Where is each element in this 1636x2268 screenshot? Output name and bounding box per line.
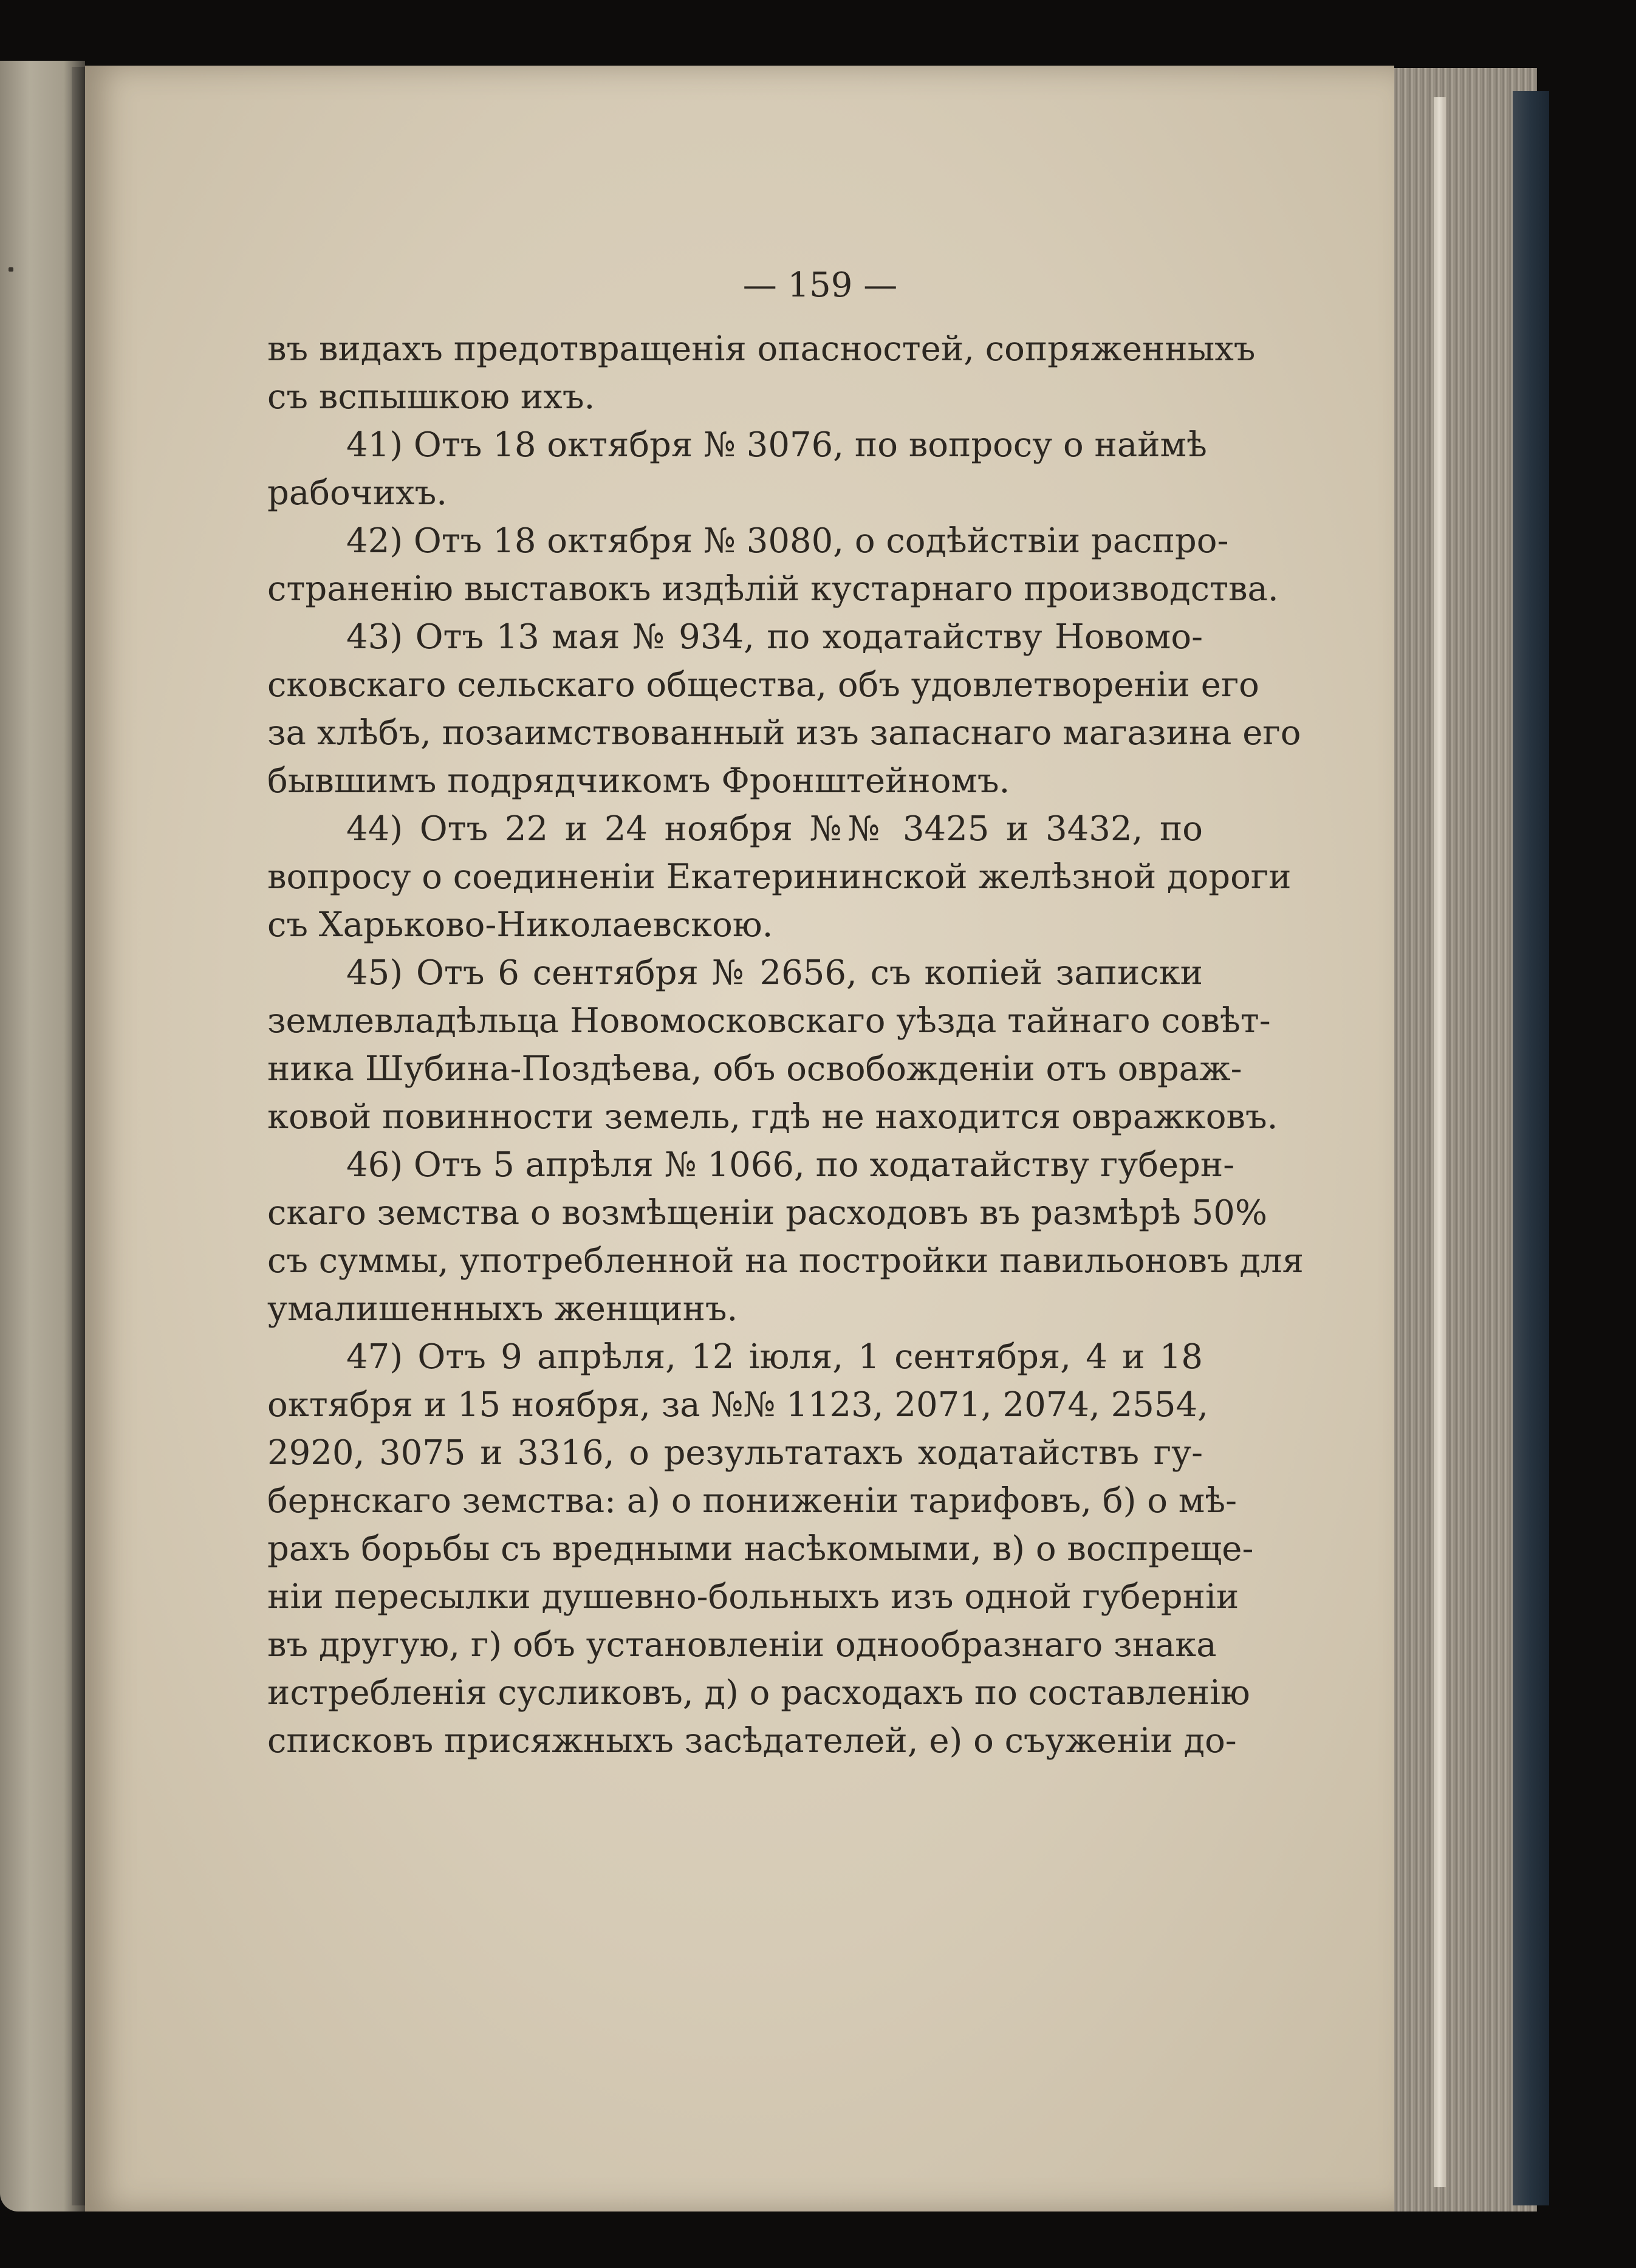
text-line: ковой повинности земель, гдѣ не находится овражковъ. (267, 1097, 1278, 1137)
text-line: умалишенныхъ женщинъ. (267, 1289, 738, 1329)
text-line: 46) Отъ 5 апрѣля № 1066, по ходатайству губерн- (346, 1145, 1235, 1185)
text-line: 45) Отъ 6 сентября № 2656, съ копіей записки (346, 953, 1203, 993)
text-line: скаго земства о возмѣщеніи расходовъ въ размѣрѣ 50% (267, 1193, 1268, 1233)
paragraph-46 (267, 1141, 1304, 1333)
text-line: истребленія сусликовъ, д) о расходахъ по составленію (267, 1673, 1250, 1713)
text-line: въ видахъ предотвращенія опасностей, сопряженныхъ (267, 329, 1256, 369)
paragraph-45 (267, 949, 1278, 1141)
speck (9, 267, 13, 272)
text-line: съ суммы, употребленной на постройки павильоновъ для (267, 1241, 1304, 1281)
paragraph-42 (267, 517, 1279, 613)
text-line: 41) Отъ 18 октября № 3076, по вопросу о наймѣ (346, 425, 1207, 465)
text-line: землевладѣльца Новомосковскаго уѣзда тайнаго совѣт- (267, 1001, 1271, 1041)
text-line: ника Шубина-Поздѣева, объ освобожденіи отъ овраж- (267, 1049, 1242, 1089)
text-line: списковъ присяжныхъ засѣдателей, е) о съуженіи до- (267, 1721, 1237, 1761)
text-line: 44) Отъ 22 и 24 ноября №№ 3425 и 3432, по (346, 809, 1203, 849)
paragraph-43 (267, 613, 1301, 805)
paragraph (267, 325, 1256, 421)
text-line: 47) Отъ 9 апрѣля, 12 іюля, 1 сентября, 4 и 18 (346, 1337, 1203, 1377)
text-line: сковскаго сельскаго общества, объ удовлетвореніи его (267, 665, 1259, 705)
text-line: страненію выставокъ издѣлій кустарнаго производства. (267, 569, 1279, 609)
book-cover (1513, 91, 1549, 2205)
text-line: съ вспышкою ихъ. (267, 377, 595, 417)
page-number: — 159 — (742, 266, 898, 305)
text-line: 2920, 3075 и 3316, о результатахъ ходатайствъ гу- (267, 1433, 1203, 1473)
text-line: бернскаго земства: а) о пониженіи тарифовъ, б) о мѣ- (267, 1481, 1237, 1521)
paragraph-47 (267, 1333, 1254, 1765)
text-line: съ Харьково-Николаевскою. (267, 905, 773, 945)
text-line: 43) Отъ 13 мая № 934, по ходатайству Новомо- (346, 617, 1203, 657)
text-line: вопросу о соединеніи Екатерининской желѣзной дороги (267, 857, 1292, 897)
text-line: въ другую, г) объ установленіи однообразнаго знака (267, 1625, 1217, 1665)
paragraph-44 (267, 805, 1292, 949)
text-line: ніи пересылки душевно-больныхъ изъ одной губерніи (267, 1577, 1239, 1617)
paragraph-41 (267, 421, 1207, 517)
page-edge-highlight (1434, 97, 1446, 2187)
text-line: за хлѣбъ, позаимствованный изъ запаснаго магазина его (267, 713, 1301, 753)
text-line: рахъ борьбы съ вредными насѣкомыми, в) о воспреще- (267, 1529, 1254, 1569)
text-line: бывшимъ подрядчикомъ Фронштейномъ. (267, 761, 1010, 801)
text-line: 42) Отъ 18 октября № 3080, о содѣйствіи распро- (346, 521, 1229, 561)
text-line: рабочихъ. (267, 473, 448, 513)
text-line: октября и 15 ноября, за №№ 1123, 2071, 2074, 2554, (267, 1385, 1208, 1425)
